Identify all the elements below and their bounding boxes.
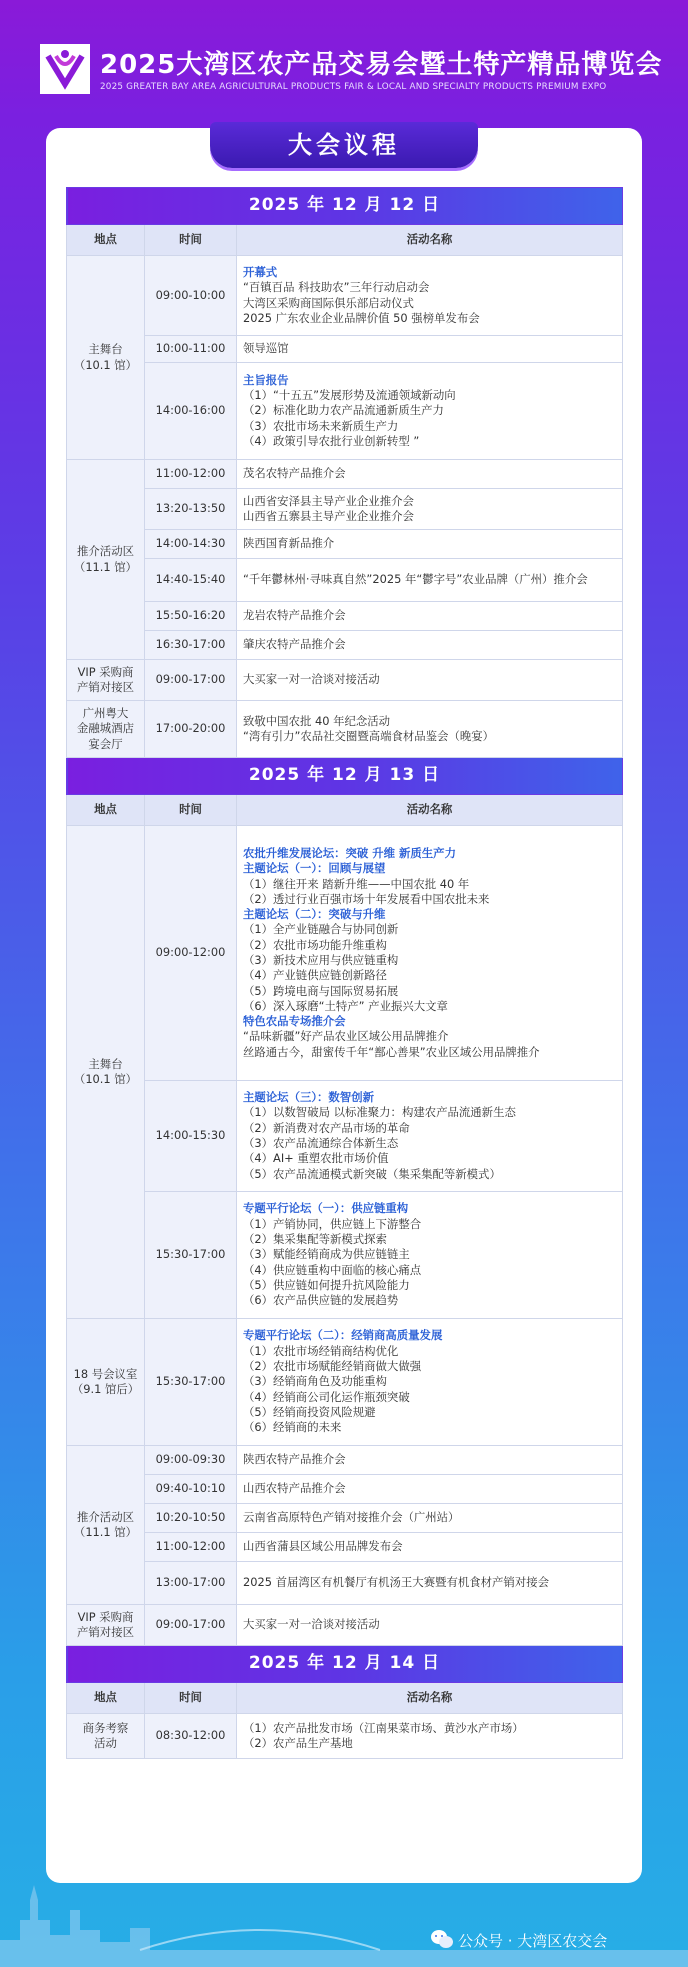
location-cell — [67, 460, 145, 660]
col-time: 时间 — [145, 795, 237, 826]
table-row — [67, 1192, 623, 1319]
activity-cell: 山西省蒲县区域公用品牌发布会 — [237, 1533, 623, 1562]
table-row — [67, 1475, 623, 1504]
activity-line: （3）赋能经销商成为供应链链主 — [243, 1247, 410, 1262]
time-cell: 09:00-17:00 — [145, 1605, 237, 1646]
activity-cell: 龙岩农特产品推介会 — [237, 602, 623, 631]
activity-line: 大湾区采购商国际俱乐部启动仪式 — [243, 295, 414, 310]
activity-line: （3）农批市场未来新质生产力 — [243, 418, 399, 433]
table-row — [67, 363, 623, 460]
location-cell — [67, 1446, 145, 1605]
table-row — [67, 1319, 623, 1446]
activity-line: （6）农产品供应链的发展趋势 — [243, 1293, 399, 1308]
location-label: VIP 采购商 产销对接区 — [77, 664, 134, 694]
day-header — [67, 188, 623, 225]
table-row — [67, 631, 623, 660]
time-cell: 14:00-15:30 — [145, 1081, 237, 1192]
time-cell: 16:30-17:00 — [145, 631, 237, 660]
activity-cell — [237, 1081, 623, 1192]
time-cell: 11:00-12:00 — [145, 460, 237, 489]
activity-cell: 云南省高原特色产销对接推介会（广州站） — [237, 1504, 623, 1533]
time-cell: 13:20-13:50 — [145, 489, 237, 530]
table-row — [67, 1533, 623, 1562]
location-cell — [67, 826, 145, 1319]
activity-line: （4）AI+ 重塑农批市场价值 — [243, 1151, 389, 1166]
location-label: 推介活动区 （11.1 馆） — [73, 544, 138, 574]
time-cell: 14:40-15:40 — [145, 559, 237, 602]
activity-cell: 2025 首届湾区有机餐厅有机汤王大赛暨有机食材产销对接会 — [237, 1562, 623, 1605]
activity-line: （6）深入琢磨“土特产” 产业振兴大文章 — [243, 998, 448, 1013]
table-row — [67, 701, 623, 758]
time-cell: 13:00-17:00 — [145, 1562, 237, 1605]
city-skyline-illustration — [0, 1880, 688, 1967]
activity-cell: “千年鬱林州·寻味真自然”2025 年“鬱字号”农业品牌（广州）推介会 — [237, 559, 623, 602]
col-activity: 活动名称 — [237, 225, 623, 256]
activity-line: （2）农批市场功能升维重构 — [243, 937, 387, 952]
activity-cell — [237, 826, 623, 1081]
location-label: 主舞台 （10.1 馆） — [73, 1056, 138, 1086]
activity-cell: 陕西国育新品推介 — [237, 530, 623, 559]
column-header-row — [67, 225, 623, 256]
col-time: 时间 — [145, 225, 237, 256]
col-location: 地点 — [67, 225, 145, 256]
activity-subheading: 主题论坛（二）：突破与升维 — [243, 907, 386, 922]
activity-line: （2）新消费对农产品市场的革命 — [243, 1120, 410, 1135]
table-row — [67, 489, 623, 530]
activity-line: （6）经销商的未来 — [243, 1420, 342, 1435]
activity-heading: 农批升维发展论坛：突破 升维 新质生产力 — [243, 845, 456, 860]
location-label: 推介活动区 （11.1 馆） — [73, 1509, 138, 1539]
activity-line: “品味新疆”好产品农业区域公用品牌推介 — [243, 1029, 449, 1044]
time-cell: 15:30-17:00 — [145, 1319, 237, 1446]
activity-cell — [237, 1192, 623, 1319]
time-cell: 09:00-17:00 — [145, 660, 237, 701]
activity-line: 2025 广东农业企业品牌价值 50 强榜单发布会 — [243, 310, 480, 325]
table-row — [67, 1714, 623, 1759]
activity-line: （4）经销商公司化运作瓶颈突破 — [243, 1389, 410, 1404]
activity-line: （3）经销商角色及功能重构 — [243, 1374, 387, 1389]
agenda-title: 大会议程 — [210, 122, 478, 168]
activity-line: （4）供应链重构中面临的核心痛点 — [243, 1262, 422, 1277]
expo-logo-icon — [40, 44, 90, 94]
activity-cell — [237, 1714, 623, 1759]
activity-line: （1）“十五五”发展形势及流通领域新动向 — [243, 388, 456, 403]
time-cell: 09:40-10:10 — [145, 1475, 237, 1504]
time-cell: 09:00-10:00 — [145, 256, 237, 336]
activity-line: 致敬中国农批 40 年纪念活动 — [243, 713, 391, 728]
activity-line: （5）跨境电商与国际贸易拓展 — [243, 983, 399, 998]
activity-line: 山西省五寨县主导产业企业推介会 — [243, 509, 414, 523]
col-location: 地点 — [67, 795, 145, 826]
activity-cell: 茂名农特产品推介会 — [237, 460, 623, 489]
activity-heading: 主旨报告 — [243, 372, 289, 387]
activity-line: （2）农产品生产基地 — [243, 1736, 353, 1750]
location-cell — [67, 1605, 145, 1646]
time-cell: 09:00-12:00 — [145, 826, 237, 1081]
table-row — [67, 1081, 623, 1192]
activity-cell — [237, 1319, 623, 1446]
col-activity: 活动名称 — [237, 795, 623, 826]
location-label: 18 号会议室 （9.1 馆后） — [71, 1366, 140, 1396]
table-row — [67, 602, 623, 631]
activity-line: （1）农产品批发市场（江南果菜市场、黄沙水产市场） — [243, 1720, 524, 1735]
activity-line: （5）农产品流通模式新突破（集采集配等新模式） — [243, 1166, 501, 1181]
location-label: 商务考察 活动 — [82, 1720, 129, 1750]
activity-line: （2）农批市场赋能经销商做大做强 — [243, 1359, 422, 1374]
table-row — [67, 660, 623, 701]
time-cell: 15:50-16:20 — [145, 602, 237, 631]
location-cell — [67, 1714, 145, 1759]
activity-line: （4）产业链供应链创新路径 — [243, 968, 387, 983]
activity-line: 丝路通古今，甜蜜传千年“鄯心善果”农业区域公用品牌推介 — [243, 1044, 540, 1059]
location-cell — [67, 1319, 145, 1446]
activity-line: （3）农产品流通综合体新生态 — [243, 1136, 399, 1150]
activity-line: （2）标准化助力农产品流通新质生产力 — [243, 403, 444, 418]
time-cell: 17:00-20:00 — [145, 701, 237, 758]
column-header-row — [67, 795, 623, 826]
activity-cell: 肇庆农特产品推介会 — [237, 631, 623, 660]
activity-heading: 专题平行论坛（一）：供应链重构 — [243, 1201, 409, 1216]
table-row — [67, 530, 623, 559]
location-cell — [67, 256, 145, 460]
day-header — [67, 758, 623, 795]
time-cell: 15:30-17:00 — [145, 1192, 237, 1319]
agenda-table — [66, 187, 623, 1759]
wechat-account-label: 公众号 · 大湾区农交会 — [458, 1932, 608, 1950]
header — [0, 0, 688, 110]
activity-line: （1）继往开来 踏新升维——中国农批 40 年 — [243, 876, 470, 891]
location-label: VIP 采购商 产销对接区 — [77, 1609, 134, 1639]
time-cell: 11:00-12:00 — [145, 1533, 237, 1562]
table-row — [67, 1504, 623, 1533]
activity-subheading: 特色农品专场推介会 — [243, 1014, 346, 1029]
time-cell: 10:20-10:50 — [145, 1504, 237, 1533]
activity-cell: 大买家一对一洽谈对接活动 — [237, 660, 623, 701]
activity-cell: 领导巡馆 — [237, 336, 623, 363]
table-row — [67, 256, 623, 336]
location-label: 广州粤大 金融城酒店 宴会厅 — [77, 706, 134, 751]
activity-line: （3）新技术应用与供应链重构 — [243, 953, 399, 967]
activity-cell — [237, 701, 623, 758]
page-subtitle: 2025 GREATER BAY AREA AGRICULTURAL PRODUCTS FAIR & LOCAL AND SPECIALTY PRODUCTS PREMIUM EXPO — [100, 82, 607, 92]
activity-cell: 陕西农特产品推介会 — [237, 1446, 623, 1475]
table-row — [67, 336, 623, 363]
activity-line: （4）政策引导农批行业创新转型 ” — [243, 433, 420, 448]
day-header — [67, 1646, 623, 1683]
time-cell: 08:30-12:00 — [145, 1714, 237, 1759]
activity-line: （2）集采集配等新模式探索 — [243, 1232, 387, 1247]
activity-cell — [237, 256, 623, 336]
day-date: 2025 年 12 月 14 日 — [67, 1646, 623, 1683]
time-cell: 14:00-14:30 — [145, 530, 237, 559]
time-cell: 14:00-16:00 — [145, 363, 237, 460]
column-header-row — [67, 1683, 623, 1714]
activity-cell: 大买家一对一洽谈对接活动 — [237, 1605, 623, 1646]
activity-line: 山西省安泽县主导产业企业推介会 — [243, 493, 414, 508]
activity-line: （1）全产业链融合与协同创新 — [243, 922, 399, 937]
activity-line: “百镇百品 科技助农”三年行动启动会 — [243, 280, 430, 295]
table-row — [67, 1446, 623, 1475]
table-row — [67, 1605, 623, 1646]
page-title: 2025大湾区农产品交易会暨土特产精品博览会 — [100, 50, 663, 80]
activity-line: （5）供应链如何提升抗风险能力 — [243, 1277, 410, 1292]
activity-line: （2）透过行业百强市场十年发展看中国农批未来 — [243, 891, 490, 906]
activity-line: （1）农批市场经销商结构优化 — [243, 1343, 399, 1358]
day-date: 2025 年 12 月 12 日 — [67, 188, 623, 225]
activity-line: （1）以数智破局 以标准聚力：构建农产品流通新生态 — [243, 1105, 516, 1120]
activity-heading: 开幕式 — [243, 264, 278, 279]
table-row — [67, 1562, 623, 1605]
table-row — [67, 460, 623, 489]
activity-heading: 专题平行论坛（二）：经销商高质量发展 — [243, 1328, 443, 1343]
time-cell: 10:00-11:00 — [145, 336, 237, 363]
activity-line: “湾有引力”农品社交圈暨高端食材品鉴会（晚宴） — [243, 729, 495, 743]
activity-cell — [237, 489, 623, 530]
activity-subheading: 主题论坛（一）：回顾与展望 — [243, 861, 386, 876]
location-label: 主舞台 （10.1 馆） — [73, 342, 138, 372]
day-date: 2025 年 12 月 13 日 — [67, 758, 623, 795]
activity-heading: 主题论坛（三）：数智创新 — [243, 1090, 374, 1105]
col-location: 地点 — [67, 1683, 145, 1714]
activity-cell — [237, 363, 623, 460]
activity-line: （1）产销协同，供应链上下游整合 — [243, 1216, 422, 1231]
time-cell: 09:00-09:30 — [145, 1446, 237, 1475]
activity-cell: 山西农特产品推介会 — [237, 1475, 623, 1504]
location-cell — [67, 660, 145, 701]
col-time: 时间 — [145, 1683, 237, 1714]
location-cell — [67, 701, 145, 758]
table-row — [67, 559, 623, 602]
col-activity: 活动名称 — [237, 1683, 623, 1714]
table-row — [67, 826, 623, 1081]
wechat-icon — [430, 1928, 454, 1950]
activity-line: （5）经销商投资风险规避 — [243, 1404, 376, 1419]
